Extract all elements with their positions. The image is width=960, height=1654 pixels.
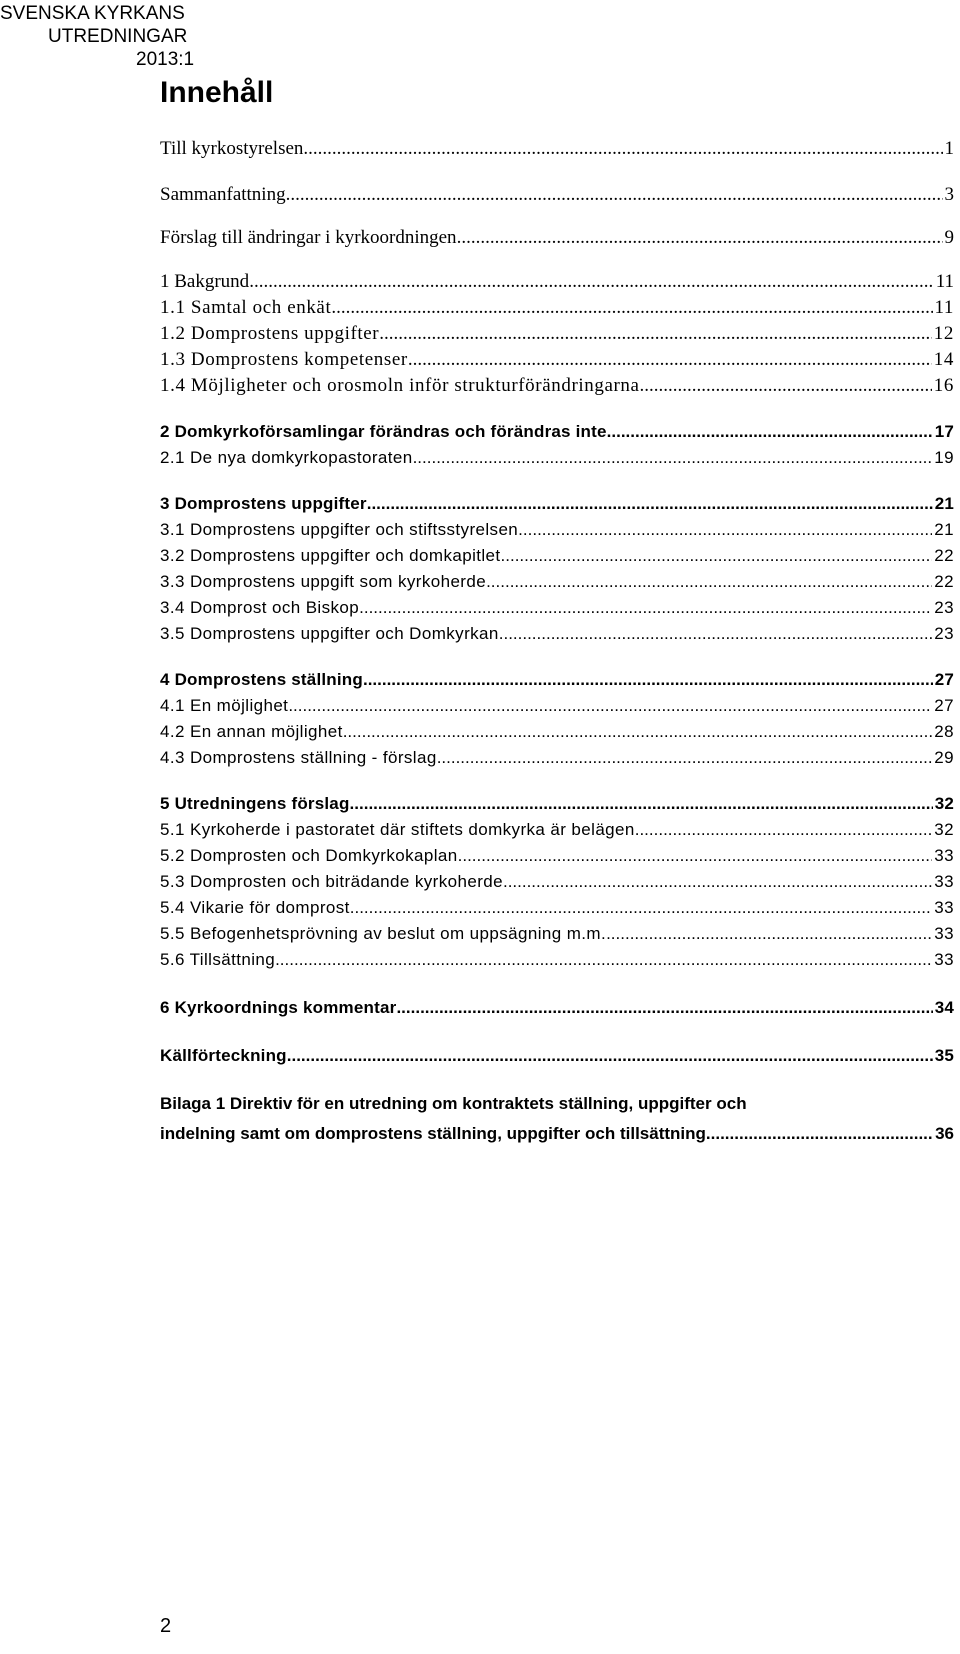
toc-leader-dots [287, 1043, 933, 1069]
toc-sans-section [160, 419, 954, 1069]
toc-entry-page: 17 [934, 422, 954, 441]
toc-entry-title: 5.5 Befogenhetsprövning av beslut om uppsägning m.m. [160, 924, 607, 943]
toc-leader-dots [413, 445, 933, 471]
toc-leader-dots [303, 136, 942, 162]
toc-leader-dots [503, 869, 932, 895]
toc-leader-dots [640, 373, 932, 399]
toc-entry[interactable] [160, 621, 954, 647]
toc-entry[interactable] [160, 817, 954, 843]
toc-entry[interactable] [160, 225, 954, 251]
toc-entry[interactable] [160, 745, 954, 771]
toc-leader-dots [363, 667, 933, 693]
toc-entry[interactable] [160, 569, 954, 595]
toc-entry-title: 3.1 Domprostens uppgifter och stiftsstyrelsen [160, 520, 519, 539]
toc-leader-dots [499, 621, 933, 647]
toc-leader-dots [457, 225, 943, 251]
toc-leader-dots [458, 843, 933, 869]
toc-entry-title: Sammanfattning [160, 184, 286, 205]
toc-entry[interactable] [160, 843, 954, 869]
toc-leader-dots [518, 517, 932, 543]
toc-entry-page: 21 [934, 520, 954, 539]
toc-entry-title: 5.1 Kyrkoherde i pastoratet där stiftets domkyrka är belägen [160, 820, 635, 839]
toc-leader-dots [396, 995, 932, 1021]
toc-entry-page: 33 [934, 924, 954, 943]
toc-entry[interactable] [160, 595, 954, 621]
toc-leader-dots [286, 182, 943, 208]
toc-entry-page: 1 [944, 138, 954, 159]
toc-entry[interactable] [160, 373, 954, 399]
toc-leader-dots [635, 817, 933, 843]
toc-entry[interactable] [160, 347, 954, 373]
toc-entry-page: 32 [934, 794, 954, 813]
toc-entry-title: indelning samt om domprostens ställning, uppgifter och tillsättning [160, 1124, 706, 1143]
toc-entry-title: 2.1 De nya domkyrkopastoraten [160, 448, 413, 467]
toc-entry-title: 1 Bakgrund [160, 271, 250, 292]
toc-entry[interactable] [160, 136, 954, 162]
toc-entry-page: 33 [934, 872, 954, 891]
toc-leader-dots [331, 295, 932, 321]
toc-entry-page: 12 [933, 323, 954, 344]
toc-leader-dots [367, 491, 933, 517]
toc-leader-dots [408, 347, 932, 373]
toc-entry-title: 5.6 Tillsättning [160, 950, 276, 969]
toc-entry-page: 22 [934, 546, 954, 565]
toc-entry[interactable] [160, 693, 954, 719]
toc-entry-page: 29 [934, 748, 954, 767]
toc-entry[interactable] [160, 419, 954, 445]
toc-entry-page: 19 [934, 448, 954, 467]
toc-leader-dots [437, 745, 933, 771]
toc-entry[interactable] [160, 921, 954, 947]
toc-entry-title: 5.3 Domprosten och biträdande kyrkoherde [160, 872, 503, 891]
running-header [0, 2, 194, 71]
header-line-3: 2013:1 [136, 49, 195, 70]
toc-entry-page: 21 [934, 494, 954, 513]
toc-entry[interactable] [160, 321, 954, 347]
toc-entry-page: 34 [934, 998, 954, 1017]
toc-entry-page: 32 [934, 820, 954, 839]
toc-entry[interactable] [160, 491, 954, 517]
toc-entry-title: 5.2 Domprosten och Domkyrkokaplan [160, 846, 458, 865]
toc-entry-page: 22 [934, 572, 954, 591]
toc-entry-page: 33 [934, 950, 954, 969]
header-line-1: SVENSKA KYRKANS [0, 3, 185, 24]
toc-entry-title: 4 Domprostens ställning [160, 670, 363, 689]
toc-entry-page: 14 [933, 349, 954, 370]
toc-entry[interactable] [160, 295, 954, 321]
toc-leader-dots [379, 321, 932, 347]
table-of-contents [160, 136, 954, 1149]
toc-leader-dots [343, 719, 933, 745]
toc-entry-title: 2 Domkyrkoförsamlingar förändras och förändras inte [160, 422, 607, 441]
toc-entry-bilaga[interactable] [160, 1089, 954, 1149]
header-line-2: UTREDNINGAR [48, 26, 188, 47]
toc-entry-page: 11 [934, 297, 954, 318]
toc-entry[interactable] [160, 1043, 954, 1069]
toc-leader-dots [350, 895, 933, 921]
toc-leader-dots [606, 921, 932, 947]
toc-entry-title: 4.3 Domprostens ställning - förslag [160, 748, 437, 767]
toc-entry-title: Förslag till ändringar i kyrkoordningen [160, 227, 457, 248]
toc-entry-title: 5.4 Vikarie för domprost [160, 898, 350, 917]
toc-entry-page: 23 [934, 598, 954, 617]
toc-entry-page: 28 [934, 722, 954, 741]
toc-leader-dots [501, 543, 933, 569]
page-number: 2 [160, 1615, 172, 1637]
toc-entry-title: 4.2 En annan möjlighet [160, 722, 343, 741]
toc-leader-dots [706, 1119, 933, 1149]
toc-entry-title: 1.2 Domprostens uppgifter [160, 323, 380, 344]
toc-entry[interactable] [160, 719, 954, 745]
toc-entry-title: 3.2 Domprostens uppgifter och domkapitlet [160, 546, 501, 565]
toc-entry-title: 1.3 Domprostens kompetenser [160, 349, 408, 370]
toc-entry-page: 23 [934, 624, 954, 643]
toc-leader-dots [288, 693, 932, 719]
toc-leader-dots [486, 569, 932, 595]
bilaga-title-line-2 [160, 1119, 954, 1149]
toc-leader-dots [607, 419, 933, 445]
toc-entry-page: 27 [934, 696, 954, 715]
page-title: Innehåll [160, 76, 274, 109]
toc-entry[interactable] [160, 947, 954, 973]
toc-leader-dots [359, 595, 932, 621]
toc-entry[interactable] [160, 869, 954, 895]
toc-entry-title: 3.4 Domprost och Biskop [160, 598, 360, 617]
toc-entry-title: 3 Domprostens uppgifter [160, 494, 367, 513]
toc-entry-title: 5 Utredningens förslag [160, 794, 350, 813]
bilaga-title-line-1: Bilaga 1 Direktiv för en utredning om kontraktets ställning, uppgifter och [160, 1094, 747, 1113]
toc-entry-title: 3.5 Domprostens uppgifter och Domkyrkan [160, 624, 499, 643]
toc-entry-page: 36 [935, 1124, 954, 1143]
toc-entry[interactable] [160, 791, 954, 817]
toc-entry-page: 33 [934, 846, 954, 865]
toc-entry-title: 4.1 En möjlighet [160, 696, 289, 715]
toc-entry[interactable] [160, 182, 954, 208]
toc-entry-page: 27 [934, 670, 954, 689]
toc-entry-page: 16 [933, 375, 954, 396]
toc-entry-title: 6 Kyrkoordnings kommentar [160, 998, 397, 1017]
toc-entry[interactable] [160, 895, 954, 921]
toc-entry[interactable] [160, 543, 954, 569]
toc-entry-title: 1.1 Samtal och enkät [160, 297, 332, 318]
toc-leader-dots [350, 791, 933, 817]
toc-entry[interactable] [160, 269, 954, 295]
toc-entry-page: 33 [934, 898, 954, 917]
toc-leader-dots [249, 269, 934, 295]
toc-entry-page: 3 [944, 184, 954, 205]
toc-entry-page: 35 [934, 1046, 954, 1065]
toc-entry-page: 9 [944, 227, 954, 248]
toc-entry-title: Källförteckning [160, 1046, 287, 1065]
toc-entry[interactable] [160, 667, 954, 693]
toc-entry[interactable] [160, 517, 954, 543]
toc-entry-page: 11 [935, 271, 954, 292]
toc-entry-title: 1.4 Möjligheter och orosmoln inför strukturförändringarna [160, 375, 640, 396]
toc-entry-title: 3.3 Domprostens uppgift som kyrkoherde [160, 572, 487, 591]
toc-entry[interactable] [160, 995, 954, 1021]
toc-entry-title: Till kyrkostyrelsen [160, 138, 304, 159]
toc-serif-section [160, 136, 954, 399]
toc-entry[interactable] [160, 445, 954, 471]
toc-leader-dots [275, 947, 932, 973]
